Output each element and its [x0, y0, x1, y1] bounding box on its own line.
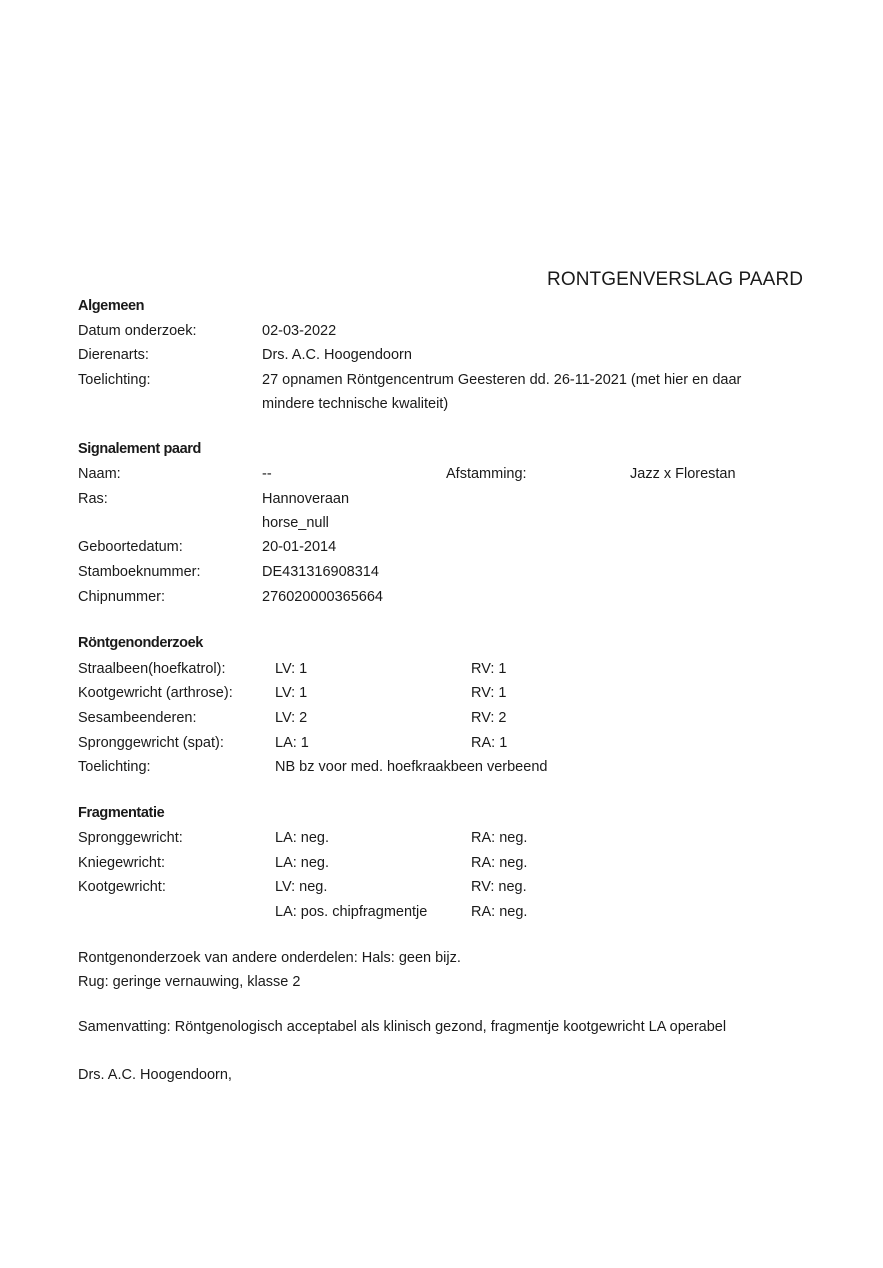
ras-value: Hannoveraan: [262, 491, 350, 507]
afstamming-value: Jazz x Florestan: [630, 466, 736, 482]
naam-value: --: [262, 466, 272, 482]
toelichting-line-2: mindere technische kwaliteit): [262, 396, 449, 412]
datum-label: Datum onderzoek:: [78, 323, 197, 339]
naam-label: Naam:: [78, 466, 121, 482]
fragmentatie-row-right: RV: neg.: [471, 879, 527, 895]
samenvatting: Samenvatting: Röntgenologisch acceptabel als klinisch gezond, fragmentje kootgewricht LA operabel: [78, 1019, 727, 1035]
chip-label: Chipnummer:: [78, 589, 166, 605]
signature: Drs. A.C. Hoogendoorn,: [78, 1067, 232, 1083]
fragmentatie-row-right: RA: neg.: [471, 904, 528, 920]
section-heading-rontgen: Röntgenonderzoek: [78, 635, 203, 651]
andere-line-1: Rontgenonderzoek van andere onderdelen: Hals: geen bijz.: [78, 950, 461, 966]
rontgen-row-label: Kootgewricht (arthrose):: [78, 685, 233, 701]
fragmentatie-row-left: LA: neg.: [275, 855, 330, 871]
stamboek-value: DE431316908314: [262, 564, 379, 580]
dierenarts-label: Dierenarts:: [78, 347, 149, 363]
ras-extra: horse_null: [262, 515, 329, 531]
fragmentatie-row-left: LA: pos. chipfragmentje: [275, 904, 428, 920]
rontgen-row-left: LV: 2: [275, 710, 308, 726]
fragmentatie-row-left: LV: neg.: [275, 879, 328, 895]
rontgen-row-label: Spronggewricht (spat):: [78, 735, 224, 751]
fragmentatie-row-right: RA: neg.: [471, 855, 528, 871]
rontgen-row-left: LA: 1: [275, 735, 309, 751]
fragmentatie-row-label: Kniegewricht:: [78, 855, 166, 871]
afstamming-label: Afstamming:: [446, 466, 527, 482]
fragmentatie-row-label: Kootgewricht:: [78, 879, 166, 895]
rontgen-row-right: RV: 1: [471, 661, 507, 677]
stamboek-label: Stamboeknummer:: [78, 564, 201, 580]
fragmentatie-row-label: Spronggewricht:: [78, 830, 183, 846]
chip-value: 276020000365664: [262, 589, 383, 605]
rontgen-row-left: LV: 1: [275, 685, 308, 701]
report-title: RONTGENVERSLAG PAARD: [547, 269, 804, 290]
dierenarts-value: Drs. A.C. Hoogendoorn: [262, 347, 412, 363]
andere-line-2: Rug: geringe vernauwing, klasse 2: [78, 974, 301, 990]
rontgen-row-right: RV: 2: [471, 710, 507, 726]
rontgen-toelichting-value: NB bz voor med. hoefkraakbeen verbeend: [275, 759, 548, 775]
rontgen-row-label: Straalbeen(hoefkatrol):: [78, 661, 226, 677]
section-heading-signalement: Signalement paard: [78, 441, 201, 457]
rontgen-toelichting-label: Toelichting:: [78, 759, 151, 775]
toelichting-line-1: 27 opnamen Röntgencentrum Geesteren dd. 26-11-2021 (met hier en daar: [262, 372, 742, 388]
geboortedatum-label: Geboortedatum:: [78, 539, 183, 555]
datum-value: 02-03-2022: [262, 323, 337, 339]
section-heading-fragmentatie: Fragmentatie: [78, 805, 165, 821]
section-heading-algemeen: Algemeen: [78, 298, 145, 314]
ras-label: Ras:: [78, 491, 108, 507]
fragmentatie-row-right: RA: neg.: [471, 830, 528, 846]
toelichting-label: Toelichting:: [78, 372, 151, 388]
fragmentatie-row-left: LA: neg.: [275, 830, 330, 846]
rontgen-row-right: RV: 1: [471, 685, 507, 701]
rontgen-row-right: RA: 1: [471, 735, 508, 751]
geboortedatum-value: 20-01-2014: [262, 539, 337, 555]
rontgen-row-left: LV: 1: [275, 661, 308, 677]
rontgen-row-label: Sesambeenderen:: [78, 710, 197, 726]
